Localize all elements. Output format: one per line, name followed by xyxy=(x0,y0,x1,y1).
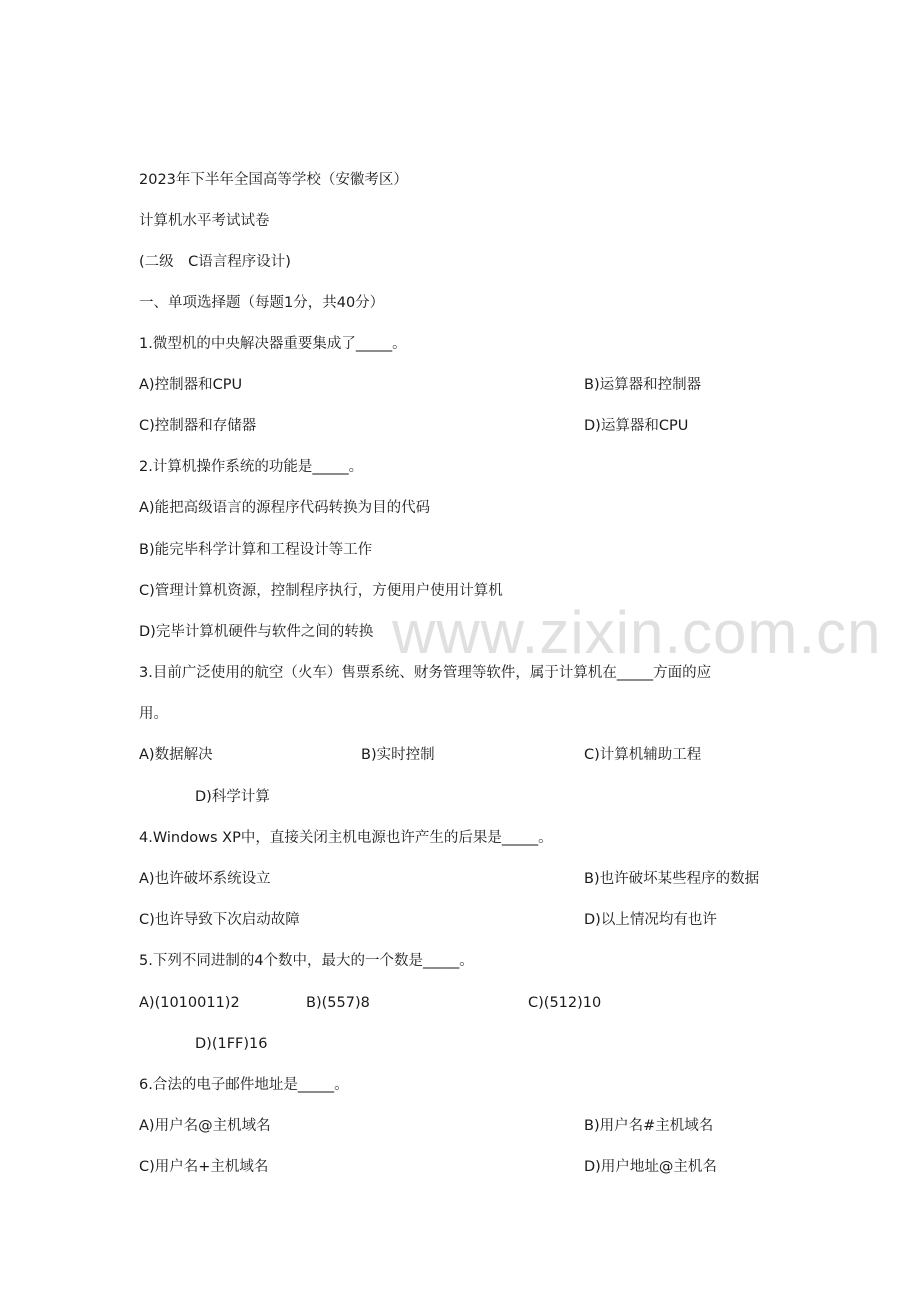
question-6-option-d: D)用户地址@主机名 xyxy=(584,1159,717,1175)
question-1-option-b: B)运算器和控制器 xyxy=(584,377,702,393)
section-title: 一、单项选择题（每题1分，共40分） xyxy=(139,295,385,311)
question-6-option-c: C)用户名+主机域名 xyxy=(139,1159,269,1175)
question-2-option-c: C)管理计算机资源，控制程序执行，方便用户使用计算机 xyxy=(139,583,503,599)
question-5-option-c: C)(512)10 xyxy=(528,995,602,1011)
question-3-option-b: B)实时控制 xyxy=(361,747,435,763)
question-3-stem-line2: 用。 xyxy=(139,706,168,722)
question-6-option-b: B)用户名#主机域名 xyxy=(584,1118,714,1134)
question-4-option-c: C)也许导致下次启动故障 xyxy=(139,912,300,928)
exam-header-line3: (二级 C语言程序设计) xyxy=(139,254,291,270)
question-1-option-c: C)控制器和存储器 xyxy=(139,418,257,434)
question-1-option-d: D)运算器和CPU xyxy=(584,418,689,434)
exam-header-line2: 计算机水平考试试卷 xyxy=(139,213,270,229)
question-5-option-d: D)(1FF)16 xyxy=(195,1036,268,1052)
question-3-option-d: D)科学计算 xyxy=(195,789,270,805)
question-3-stem-line1: 3.目前广泛使用的航空（火车）售票系统、财务管理等软件，属于计算机在_____方面的应 xyxy=(139,665,712,681)
question-5-option-b: B)(557)8 xyxy=(306,995,370,1011)
question-2-option-b: B)能完毕科学计算和工程设计等工作 xyxy=(139,542,373,558)
question-5-option-a: A)(1010011)2 xyxy=(139,995,240,1011)
question-6-stem: 6.合法的电子邮件地址是_____。 xyxy=(139,1077,349,1093)
question-3-option-c: C)计算机辅助工程 xyxy=(584,747,702,763)
question-1-stem: 1.微型机的中央解决器重要集成了_____。 xyxy=(139,336,407,352)
question-4-option-d: D)以上情况均有也许 xyxy=(584,912,717,928)
question-3-option-a: A)数据解决 xyxy=(139,747,213,763)
question-1-option-a: A)控制器和CPU xyxy=(139,377,243,393)
question-4-option-a: A)也许破坏系统设立 xyxy=(139,871,271,887)
site-watermark: www.zixin.com.cn xyxy=(392,599,882,666)
question-4-option-b: B)也许破坏某些程序的数据 xyxy=(584,871,760,887)
question-2-stem: 2.计算机操作系统的功能是_____。 xyxy=(139,459,364,475)
question-2-option-d: D)完毕计算机硬件与软件之间的转换 xyxy=(139,624,374,640)
question-6-option-a: A)用户名@主机域名 xyxy=(139,1118,271,1134)
question-4-stem: 4.Windows XP中，直接关闭主机电源也许产生的后果是_____。 xyxy=(139,830,553,846)
exam-header-line1: 2023年下半年全国高等学校（安徽考区） xyxy=(139,172,408,188)
question-2-option-a: A)能把高级语言的源程序代码转换为目的代码 xyxy=(139,500,431,516)
question-5-stem: 5.下列不同进制的4个数中，最大的一个数是_____。 xyxy=(139,953,474,969)
